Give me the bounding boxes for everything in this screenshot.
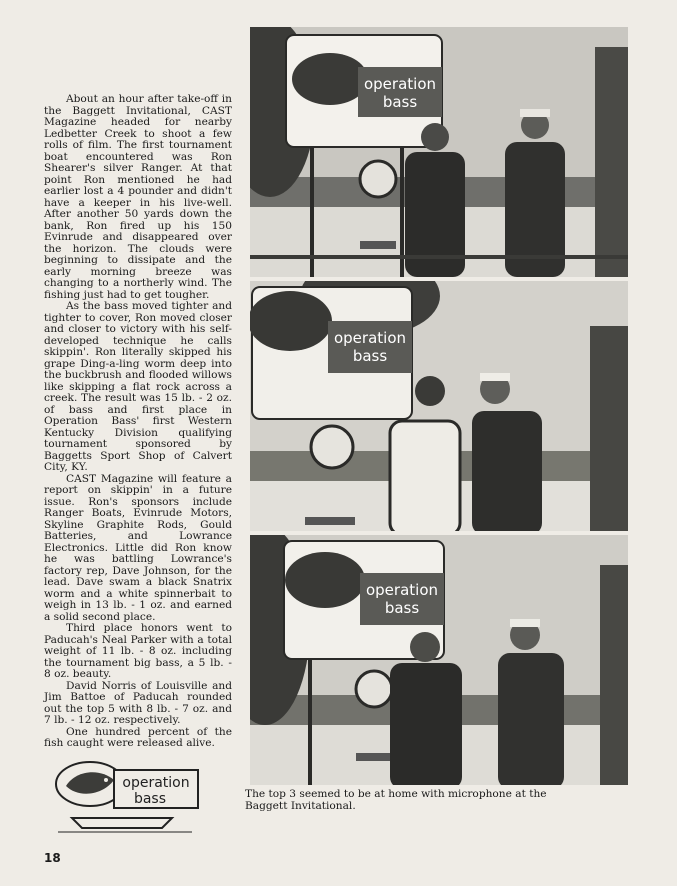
article-paragraph: About an hour after take-off in the Baggett Invitational, CAST Magazine headed for nearby Ledbetter Creek to shoot a few rolls of film. The first tournament boat encountered was Ron Shearer's silver Ranger. At that point Ron mentioned he had earlier lost a 4 pounder and didn't have a keeper in his live-well. After another 50 yards down the bank, Ron fired up his 150 Evinrude and disappeared over the horizon. The clouds were beginning to dissipate and the early morning breeze was changing to a northerly wind. The fishing just had to get tougher. xyxy=(44,93,232,301)
page-number: 18 xyxy=(44,851,61,865)
logo-text-line1: operation xyxy=(122,775,190,791)
article-paragraph: David Norris of Louisville and Jim Battoe of Paducah rounded out the top 5 with 8 lb. - 7 oz. and 7 lb. - 12 oz. respectively. xyxy=(44,679,232,726)
photo-column xyxy=(250,27,628,789)
sign-text-line2: bass xyxy=(382,93,418,111)
weigh-in-photo-2-graphic xyxy=(250,281,628,531)
weigh-in-photo-2 xyxy=(250,281,628,531)
photo-caption: The top 3 seemed to be at home with microphone at the Baggett Invitational. xyxy=(245,788,547,812)
operation-bass-logo xyxy=(52,756,202,836)
sign-text-line2: bass xyxy=(384,599,420,617)
article-paragraph: Third place honors went to Paducah's Neal Parker with a total weight of 11 lb. - 8 oz. including the tournament big bass, a 5 lb. - 8 oz. beauty. xyxy=(44,622,232,680)
article-paragraph: As the bass moved tighter and tighter to cover, Ron moved closer and closer to victory with his self-developed technique he calls skippin'. Ron literally skipped his grape Ding-a-ling worm deep into the buckbrush and flooded willows like skipping a flat rock across a creek. The result was 15 lb. - 2 oz. of bass and first place in Operation Bass' first Western Kentucky Division qualifying tournament sponsored by Baggetts Sport Shop of Calvert City, KY. xyxy=(44,300,232,473)
weigh-in-photo-3-graphic xyxy=(250,535,628,785)
logo-text-line2: bass xyxy=(133,791,167,807)
operation-bass-logo-graphic xyxy=(52,756,202,836)
weigh-in-photo-3 xyxy=(250,535,628,785)
sign-text-line1: operation xyxy=(333,329,407,347)
article-paragraph: CAST Magazine will feature a report on skippin' in a future issue. Ron's sponsors include Ranger Boats, Evinrude Motors, Skyline Graphite Rods, Gould Batteries, and Lowrance Electronics. Little did Ron know he was battling Lowrance's factory rep, Dave Johnson, for the lead. Dave swam a black Snatrix worm and a white spinnerbait to weigh in 13 lb. - 1 oz. and earned a solid second place. xyxy=(44,472,232,623)
sign-text-line1: operation xyxy=(363,75,437,93)
sign-text-line1: operation xyxy=(365,581,439,599)
sign-text-line2: bass xyxy=(352,347,388,365)
article-paragraph: One hundred percent of the fish caught were released alive. xyxy=(44,725,232,749)
weigh-in-photo-1-graphic xyxy=(250,27,628,277)
weigh-in-photo-1 xyxy=(250,27,628,277)
article-text xyxy=(44,94,232,750)
